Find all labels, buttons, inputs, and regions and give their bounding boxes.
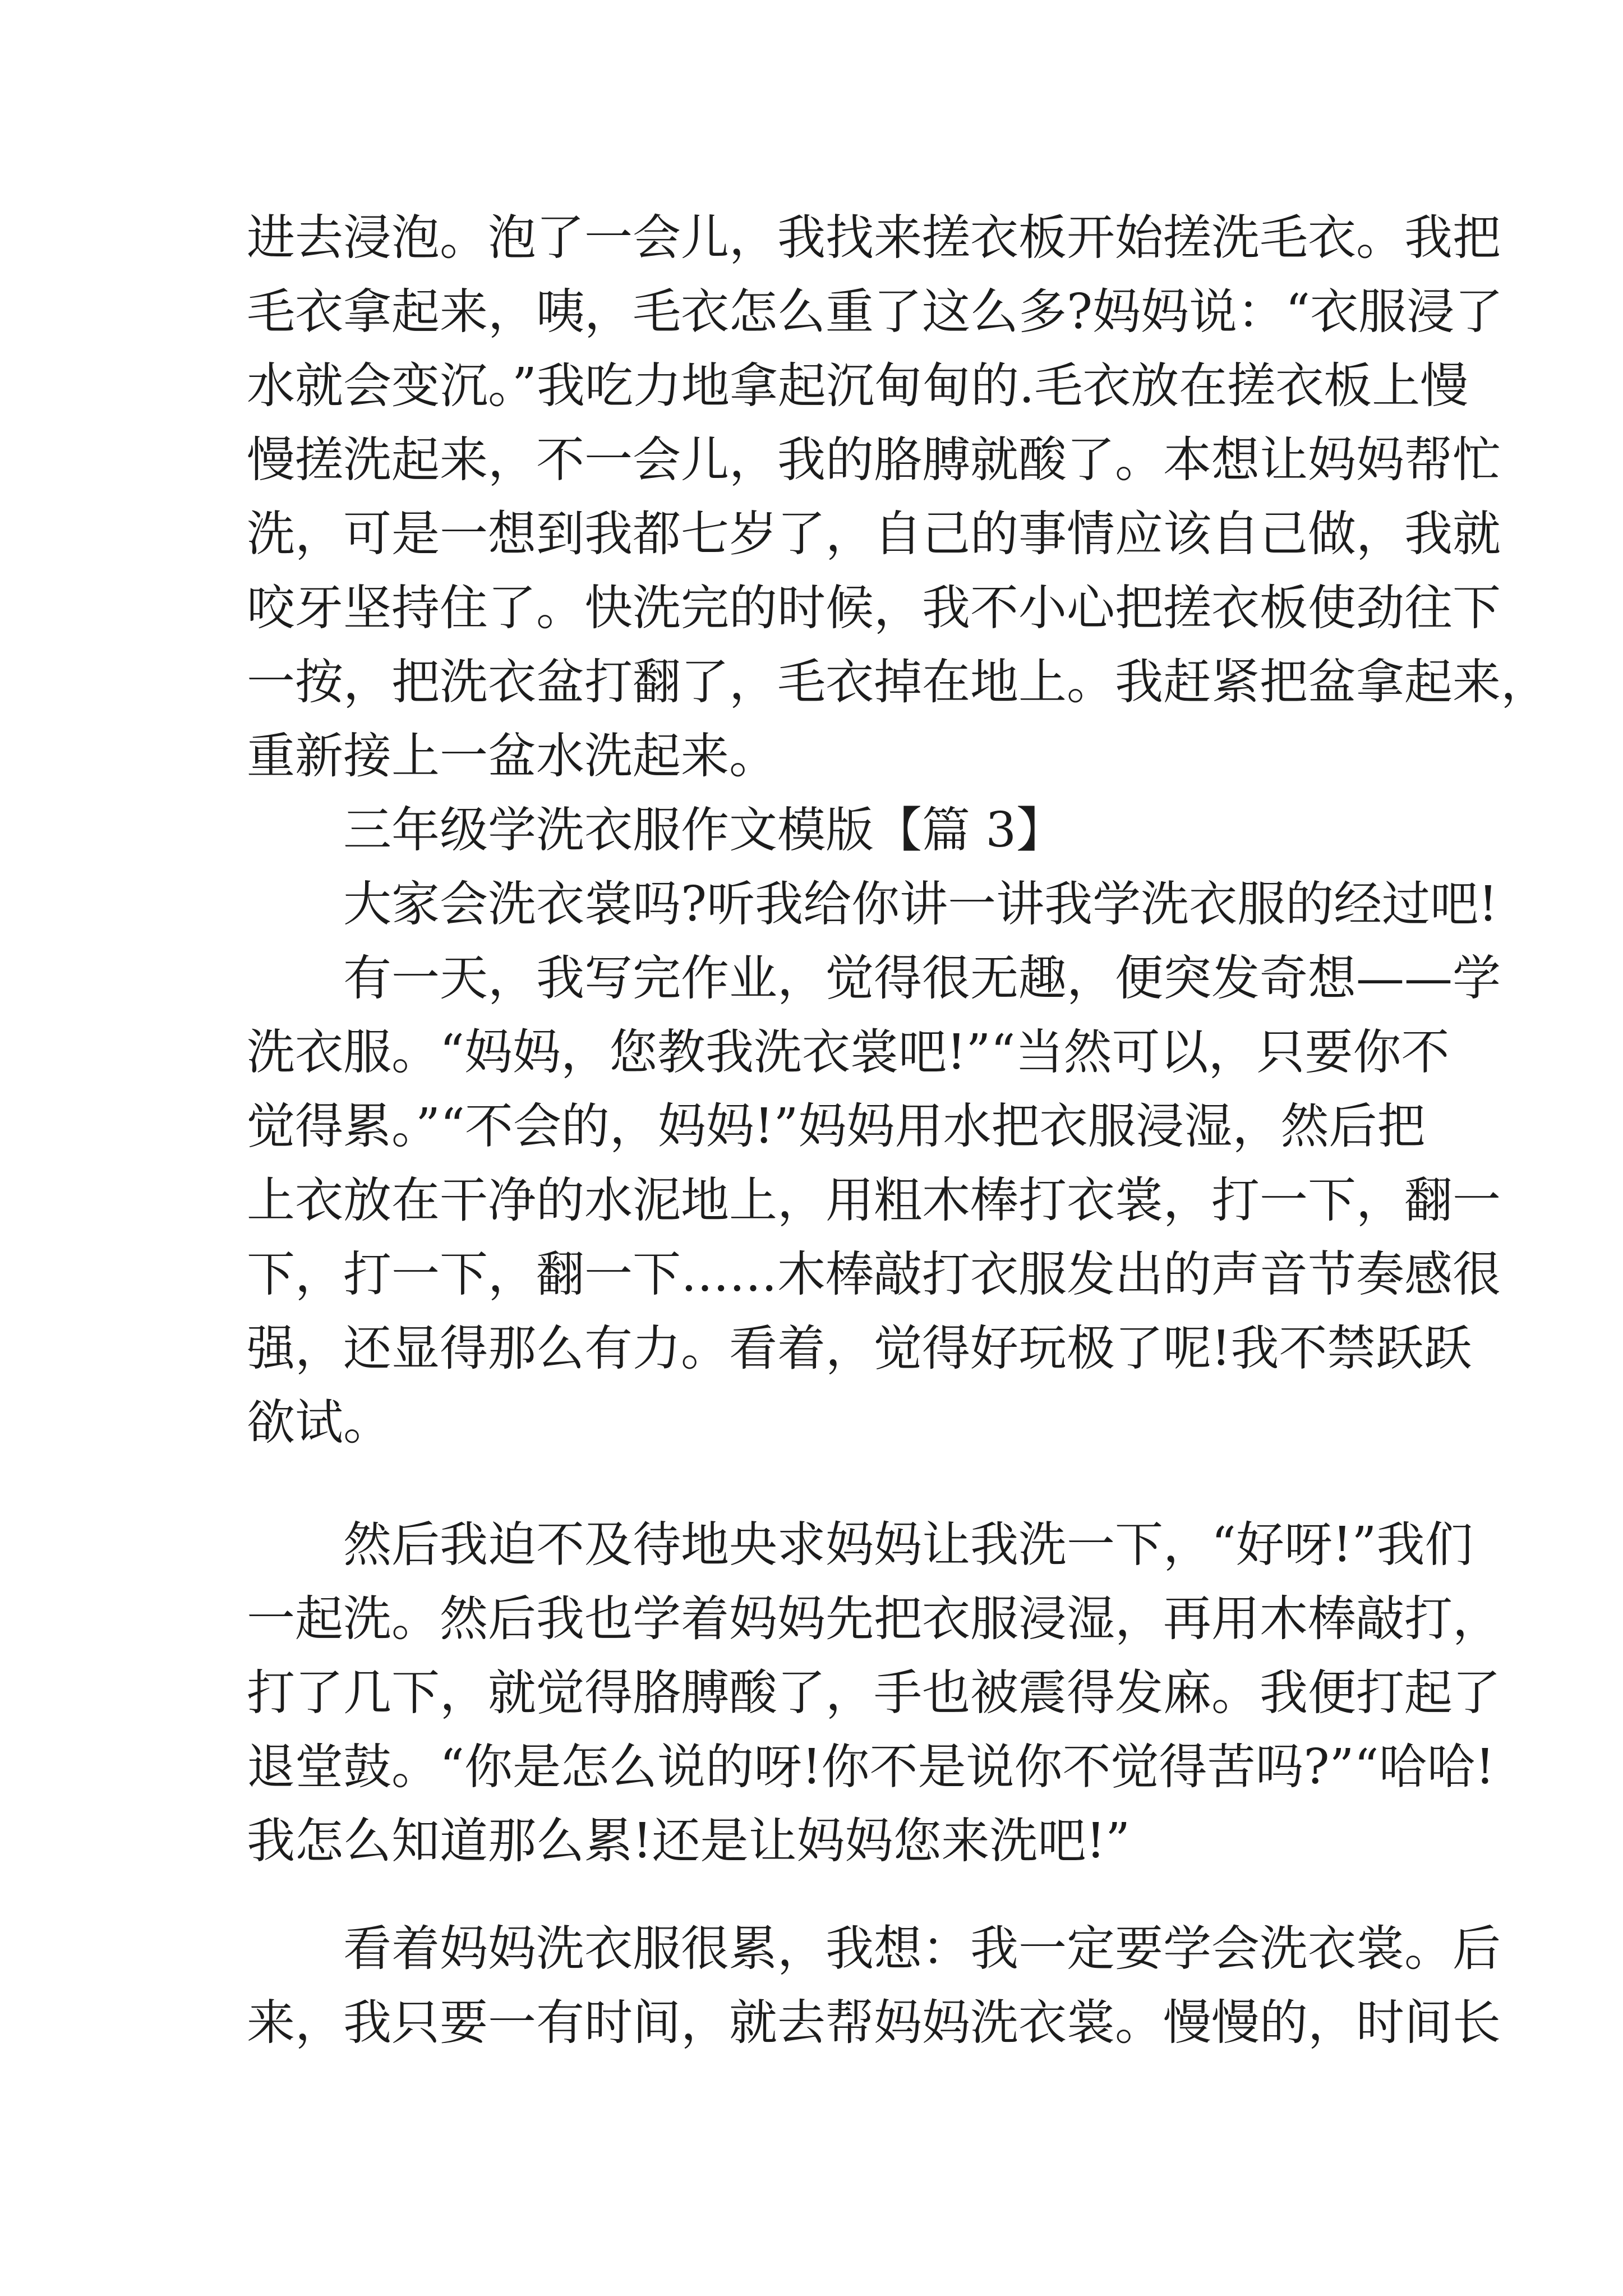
paragraph-gap [247,1878,1391,1912]
paragraph-one-day [247,941,1501,1460]
text-line: 咬牙坚持住了。快洗完的时候，我不小心把搓衣板使劲往下 [247,580,1501,636]
text-line: 上衣放在干净的水泥地上，用粗木棒打衣裳，打一下，翻一 [247,1172,1501,1228]
paragraph-trying [247,1508,1501,1878]
text-line: 洗衣服。“妈妈，您教我洗衣裳吧!”“当然可以，只要你不 [247,1024,1450,1080]
text-line: 慢搓洗起来，不一会儿，我的胳膊就酸了。本想让妈妈帮忙 [247,432,1501,488]
text-line: 有一天，我写完作业，觉得很无趣，便突发奇想——学 [343,950,1501,1006]
heading-text: 三年级学洗衣服作文模版【篇 3】 [343,802,1065,858]
text-line: 重新接上一盆水洗起来。 [247,728,777,784]
paragraph-learning [247,1912,1501,2060]
text-line: 毛衣拿起来，咦，毛衣怎么重了这么多?妈妈说：“衣服浸了 [247,284,1504,340]
text-line: 水就会变沉。”我吃力地拿起沉甸甸的.毛衣放在搓衣板上慢 [247,358,1469,414]
text-line: 强，还显得那么有力。看着，觉得好玩极了呢!我不禁跃跃 [247,1320,1472,1377]
text-line: 来，我只要一有时间，就去帮妈妈洗衣裳。慢慢的，时间长 [247,1995,1501,2051]
text-line: 打了几下，就觉得胳膊酸了，手也被震得发麻。我便打起了 [247,1665,1501,1721]
text-line: 欲试。 [247,1395,391,1451]
paragraph-gap [247,1460,1391,1508]
paragraph-intro [247,867,1498,941]
text-line: 一按，把洗衣盆打翻了，毛衣掉在地上。我赶紧把盆拿起来， [247,654,1549,710]
text-line: 退堂鼓。“你是怎么说的呀!你不是说你不觉得苦吗?”“哈哈! [247,1739,1495,1795]
text-line: 我怎么知道那么累!还是让妈妈您来洗吧!” [247,1813,1131,1869]
section-heading [247,793,1391,867]
text-line: 大家会洗衣裳吗?听我给你讲一讲我学洗衣服的经过吧! [343,876,1498,932]
paragraph-continued [247,201,1549,793]
text-line: 下，打一下，翻一下……木棒敲打衣服发出的声音节奏感很 [247,1246,1501,1303]
text-line: 洗，可是一想到我都七岁了，自己的事情应该自己做，我就 [247,506,1501,562]
text-line: 进去浸泡。泡了一会儿，我找来搓衣板开始搓洗毛衣。我把 [247,210,1501,266]
text-line: 一起洗。然后我也学着妈妈先把衣服浸湿，再用木棒敲打， [247,1591,1501,1647]
text-line: 看着妈妈洗衣服很累，我想：我一定要学会洗衣裳。后 [343,1921,1501,1977]
document-body [247,201,1549,2060]
text-line: 然后我迫不及待地央求妈妈让我洗一下，“好呀!”我们 [343,1517,1473,1573]
text-line: 觉得累。”“不会的，妈妈!”妈妈用水把衣服浸湿，然后把 [247,1098,1426,1154]
